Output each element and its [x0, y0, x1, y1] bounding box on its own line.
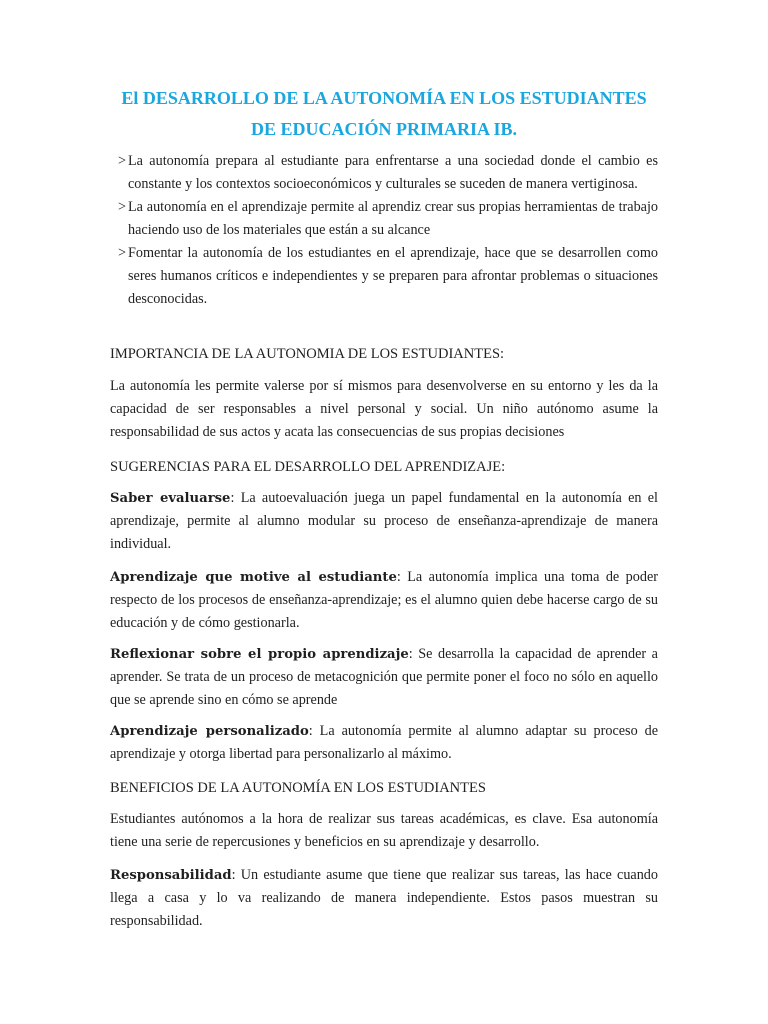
document-title-line-2: DE EDUCACIÓN PRIMARIA IB.	[250, 119, 518, 139]
paragraph-saber-evaluarse	[110, 487, 658, 556]
term-separator: :	[230, 490, 241, 506]
section-heading-importancia: IMPORTANCIA DE LA AUTONOMIA DE LOS ESTUDIANTES:	[110, 346, 505, 362]
term-separator: :	[308, 723, 320, 739]
paragraph-importancia: La autonomía les permite valerse por sí mismos para desenvolverse en su entorno y les da la capacidad de ser responsables a nivel personal y social. Un niño autónomo asume la responsabilidad de sus actos y acata las consecuencias de sus propias decisiones	[110, 378, 658, 440]
bullet-marker: >	[118, 245, 127, 261]
paragraph-aprendizaje-personalizado	[110, 720, 658, 766]
bullet-item	[118, 242, 658, 311]
term-text: La autonomía permite al alumno adaptar su proceso de aprendizaje y otorga libertad para personalizarlo al máximo.	[110, 723, 658, 762]
term-label: Reflexionar sobre el propio aprendizaje	[110, 647, 409, 662]
paragraph-reflexionar	[110, 643, 658, 712]
term-text: Un estudiante asume que tiene que realizar sus tareas, las hace cuando llega a casa y lo va realizando de manera independiente. Estos pasos muestran su responsabilidad.	[110, 867, 658, 929]
bullet-text: La autonomía prepara al estudiante para enfrentarse a una sociedad donde el cambio es constante y los contextos socioeconómicos y culturales se suceden de manera vertiginosa.	[128, 153, 658, 192]
term-text: Se desarrolla la capacidad de aprender a aprender. Se trata de un proceso de metacognición que permite poner el foco no sólo en aquello que se aprende sino en cómo se aprende	[110, 646, 658, 708]
bullet-text: La autonomía en el aprendizaje permite al aprendiz crear sus propias herramientas de trabajo haciendo uso de los materiales que están a su alcance	[128, 199, 658, 238]
term-separator: :	[231, 867, 241, 883]
paragraph-aprendizaje-motive	[110, 566, 658, 635]
term-label: Saber evaluarse	[110, 491, 231, 506]
term-separator: :	[396, 569, 408, 585]
term-text: La autoevaluación juega un papel fundamental en la autonomía en el aprendizaje, permite al alumno modular su proceso de enseñanza-aprendizaje de manera individual.	[110, 490, 658, 552]
term-label: Aprendizaje que motive al estudiante	[110, 570, 397, 585]
bullet-item	[118, 150, 658, 196]
section-heading-sugerencias: SUGERENCIAS PARA EL DESARROLLO DEL APRENDIZAJE:	[110, 459, 506, 475]
paragraph-responsabilidad	[110, 864, 658, 933]
paragraph-beneficios-intro: Estudiantes autónomos a la hora de realizar sus tareas académicas, es clave. Esa autonomía tiene una serie de repercusiones y beneficios en su aprendizaje y desarrollo.	[110, 811, 658, 850]
bullet-marker: >	[118, 153, 127, 169]
section-heading-beneficios: BENEFICIOS DE LA AUTONOMÍA EN LOS ESTUDIANTES	[110, 780, 486, 796]
document-title-line-1: El DESARROLLO DE LA AUTONOMÍA EN LOS ESTUDIANTES	[121, 88, 647, 108]
term-separator: :	[408, 646, 419, 662]
term-label: Aprendizaje personalizado	[110, 724, 309, 739]
term-text: La autonomía implica una toma de poder respecto de los procesos de enseñanza-aprendizaje; es el alumno quien debe hacerse cargo de su educación y de cómo gestionarla.	[110, 569, 658, 631]
bullet-marker: >	[118, 199, 127, 215]
term-label: Responsabilidad	[110, 868, 232, 883]
bullet-item	[118, 196, 658, 242]
bullet-text: Fomentar la autonomía de los estudiantes en el aprendizaje, hace que se desarrollen como seres humanos críticos e independientes y se preparen para afrontar problemas o situaciones desconocidas.	[128, 245, 658, 307]
intro-bullet-list	[118, 150, 658, 311]
